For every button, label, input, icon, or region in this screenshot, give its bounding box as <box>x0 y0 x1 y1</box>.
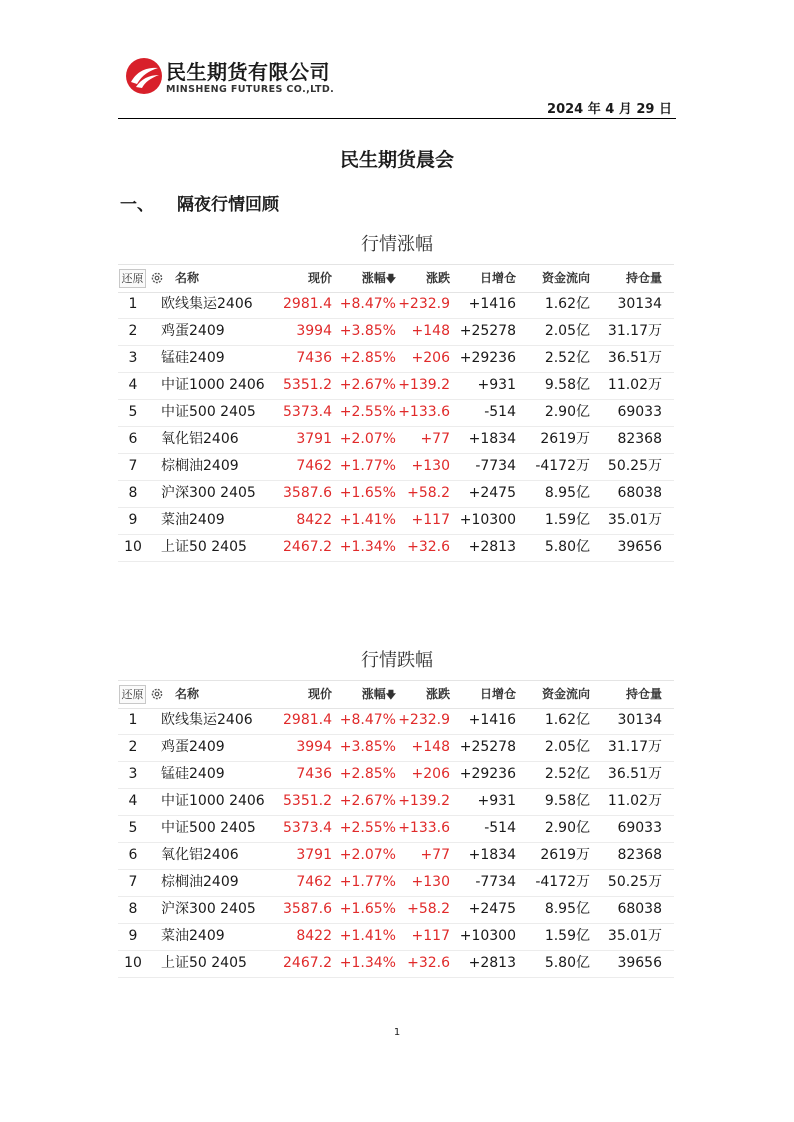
row-chg: +139.2 <box>398 377 450 393</box>
table-row[interactable] <box>118 761 674 789</box>
section-number: 一、 <box>120 195 154 215</box>
col-price[interactable]: 现价 <box>307 687 332 701</box>
row-price: 3994 <box>296 739 332 755</box>
row-position: 11.02万 <box>607 793 662 809</box>
row-price: 8422 <box>296 512 332 528</box>
row-rank: 7 <box>128 458 138 474</box>
report-date: 2024 年 4 月 29 日 <box>547 102 672 117</box>
row-position: 69033 <box>617 404 662 420</box>
row-pct: +2.07% <box>339 431 396 447</box>
row-pct: +1.34% <box>339 539 396 555</box>
row-position: 31.17万 <box>607 323 662 339</box>
row-pct: +1.77% <box>339 458 396 474</box>
row-oi-change: +2813 <box>468 955 516 971</box>
col-pct-label: 涨幅 <box>361 271 386 285</box>
table-row[interactable] <box>118 318 674 346</box>
row-position: 11.02万 <box>607 377 662 393</box>
page-title: 民生期货晨会 <box>339 149 454 171</box>
row-rank: 1 <box>128 712 138 728</box>
row-oi-change: +25278 <box>459 739 516 755</box>
restore-button[interactable]: 还原 <box>119 269 146 288</box>
row-chg: +58.2 <box>407 901 450 917</box>
col-flow[interactable]: 资金流向 <box>541 271 590 285</box>
row-flow: 5.80亿 <box>544 955 590 971</box>
row-rank: 9 <box>128 512 138 528</box>
row-chg: +206 <box>411 350 450 366</box>
row-flow: 1.62亿 <box>544 296 590 312</box>
table-header <box>118 264 674 293</box>
row-price: 7436 <box>296 350 332 366</box>
row-position: 50.25万 <box>607 458 662 474</box>
row-flow: 2.52亿 <box>544 350 590 366</box>
row-position: 39656 <box>617 539 662 555</box>
page-number: 1 <box>393 1027 401 1038</box>
minsheng-logo-icon <box>125 57 163 95</box>
row-rank: 1 <box>128 296 138 312</box>
row-flow: -4172万 <box>535 874 590 890</box>
row-flow: 1.59亿 <box>544 512 590 528</box>
company-name-cn: 民生期货有限公司 <box>166 60 330 84</box>
row-pct: +1.65% <box>339 485 396 501</box>
row-chg: +148 <box>411 739 450 755</box>
row-contract-name[interactable]: 沪深300 2405 <box>161 485 256 501</box>
table-row[interactable] <box>118 372 674 400</box>
row-oi-change: +2475 <box>468 901 516 917</box>
row-pct: +1.41% <box>339 928 396 944</box>
row-chg: +206 <box>411 766 450 782</box>
sort-desc-icon: 🡇 <box>385 274 396 285</box>
row-contract-name[interactable]: 中证1000 2406 <box>161 793 265 809</box>
row-flow: 2.90亿 <box>544 820 590 836</box>
row-oi-change: +931 <box>477 793 516 809</box>
row-oi-change: +931 <box>477 377 516 393</box>
row-flow: 2619万 <box>540 431 590 447</box>
col-chg[interactable]: 涨跌 <box>425 687 450 701</box>
row-pct: +2.85% <box>339 766 396 782</box>
section-title: 隔夜行情回顾 <box>177 195 279 215</box>
row-flow: 1.59亿 <box>544 928 590 944</box>
row-contract-name[interactable]: 中证500 2405 <box>161 820 256 836</box>
row-contract-name[interactable]: 中证1000 2406 <box>161 377 265 393</box>
table-row[interactable] <box>118 507 674 535</box>
row-oi-change: -7734 <box>475 458 516 474</box>
row-rank: 8 <box>128 485 138 501</box>
row-flow: 2.05亿 <box>544 323 590 339</box>
row-chg: +117 <box>411 928 450 944</box>
row-rank: 3 <box>128 766 138 782</box>
row-chg: +133.6 <box>398 820 450 836</box>
row-oi-change: +10300 <box>459 512 516 528</box>
col-chg[interactable]: 涨跌 <box>425 271 450 285</box>
table-row[interactable] <box>118 734 674 762</box>
row-flow: -4172万 <box>535 458 590 474</box>
row-chg: +130 <box>411 458 450 474</box>
col-oi-change[interactable]: 日增仓 <box>479 687 516 701</box>
row-flow: 8.95亿 <box>544 901 590 917</box>
row-chg: +32.6 <box>407 539 450 555</box>
row-flow: 9.58亿 <box>544 793 590 809</box>
settings-gear-icon[interactable] <box>150 271 164 285</box>
row-rank: 9 <box>128 928 138 944</box>
row-position: 50.25万 <box>607 874 662 890</box>
row-contract-name[interactable]: 锰硅2409 <box>161 350 225 366</box>
row-oi-change: -7734 <box>475 874 516 890</box>
row-rank: 3 <box>128 350 138 366</box>
row-pct: +1.65% <box>339 901 396 917</box>
table-row[interactable] <box>118 399 674 427</box>
row-price: 2981.4 <box>283 712 332 728</box>
row-oi-change: +10300 <box>459 928 516 944</box>
row-position: 69033 <box>617 820 662 836</box>
row-price: 7462 <box>296 874 332 890</box>
section-heading <box>120 190 279 215</box>
row-chg: +148 <box>411 323 450 339</box>
row-price: 2467.2 <box>283 955 332 971</box>
row-rank: 4 <box>128 793 138 809</box>
row-flow: 9.58亿 <box>544 377 590 393</box>
row-rank: 5 <box>128 820 138 836</box>
row-price: 2467.2 <box>283 539 332 555</box>
col-pct-label: 涨幅 <box>361 687 386 701</box>
row-pct: +2.85% <box>339 350 396 366</box>
row-pct: +3.85% <box>339 739 396 755</box>
row-oi-change: +29236 <box>459 350 516 366</box>
table-row[interactable] <box>118 291 674 319</box>
row-price: 3791 <box>296 431 332 447</box>
row-oi-change: +1416 <box>468 296 516 312</box>
row-position: 39656 <box>617 955 662 971</box>
table-row[interactable] <box>118 453 674 481</box>
row-price: 2981.4 <box>283 296 332 312</box>
table-row[interactable] <box>118 534 674 562</box>
row-pct: +2.55% <box>339 404 396 420</box>
row-price: 3791 <box>296 847 332 863</box>
row-contract-name[interactable]: 中证500 2405 <box>161 404 256 420</box>
row-pct: +3.85% <box>339 323 396 339</box>
col-name[interactable]: 名称 <box>175 687 200 701</box>
row-oi-change: +2813 <box>468 539 516 555</box>
table-row[interactable] <box>118 842 674 870</box>
table-header <box>118 680 674 709</box>
row-flow: 5.80亿 <box>544 539 590 555</box>
row-contract-name[interactable]: 菜油2409 <box>161 512 225 528</box>
row-oi-change: -514 <box>484 820 516 836</box>
row-oi-change: +29236 <box>459 766 516 782</box>
row-contract-name[interactable]: 棕榈油2409 <box>161 874 239 890</box>
row-price: 3994 <box>296 323 332 339</box>
row-chg: +232.9 <box>398 712 450 728</box>
col-position[interactable]: 持仓量 <box>625 687 662 701</box>
row-oi-change: +25278 <box>459 323 516 339</box>
row-chg: +77 <box>420 847 450 863</box>
row-contract-name[interactable]: 上证50 2405 <box>161 955 247 971</box>
row-price: 5351.2 <box>283 377 332 393</box>
row-flow: 2.52亿 <box>544 766 590 782</box>
row-pct: +1.41% <box>339 512 396 528</box>
table-row[interactable] <box>118 869 674 897</box>
row-position: 36.51万 <box>607 350 662 366</box>
row-position: 36.51万 <box>607 766 662 782</box>
settings-gear-icon[interactable] <box>150 687 164 701</box>
row-oi-change: +2475 <box>468 485 516 501</box>
col-name[interactable]: 名称 <box>175 271 200 285</box>
row-rank: 7 <box>128 874 138 890</box>
row-chg: +58.2 <box>407 485 450 501</box>
row-flow: 2.90亿 <box>544 404 590 420</box>
company-logo <box>125 57 365 101</box>
table-row[interactable] <box>118 480 674 508</box>
row-price: 7462 <box>296 458 332 474</box>
row-rank: 6 <box>128 847 138 863</box>
row-rank: 2 <box>128 739 138 755</box>
row-position: 30134 <box>617 296 662 312</box>
row-position: 82368 <box>617 431 662 447</box>
row-oi-change: +1834 <box>468 847 516 863</box>
table-title: 行情跌幅 <box>361 650 433 671</box>
table-row[interactable] <box>118 896 674 924</box>
row-price: 3587.6 <box>283 901 332 917</box>
row-pct: +2.07% <box>339 847 396 863</box>
row-pct: +2.67% <box>339 377 396 393</box>
row-position: 82368 <box>617 847 662 863</box>
row-contract-name[interactable]: 沪深300 2405 <box>161 901 256 917</box>
row-rank: 4 <box>128 377 138 393</box>
row-chg: +130 <box>411 874 450 890</box>
row-contract-name[interactable]: 氧化铝2406 <box>161 847 239 863</box>
row-flow: 1.62亿 <box>544 712 590 728</box>
row-chg: +232.9 <box>398 296 450 312</box>
row-oi-change: -514 <box>484 404 516 420</box>
col-pct[interactable] <box>362 265 396 292</box>
row-position: 31.17万 <box>607 739 662 755</box>
row-pct: +2.67% <box>339 793 396 809</box>
row-chg: +133.6 <box>398 404 450 420</box>
row-price: 3587.6 <box>283 485 332 501</box>
table-row[interactable] <box>118 707 674 735</box>
row-contract-name[interactable]: 上证50 2405 <box>161 539 247 555</box>
company-name-en: MINSHENG FUTURES CO.,LTD. <box>166 84 335 95</box>
row-rank: 10 <box>124 955 142 971</box>
row-pct: +2.55% <box>339 820 396 836</box>
col-pct[interactable] <box>362 681 396 708</box>
row-flow: 8.95亿 <box>544 485 590 501</box>
row-rank: 5 <box>128 404 138 420</box>
table-row[interactable] <box>118 426 674 454</box>
table-title: 行情涨幅 <box>361 234 433 255</box>
row-flow: 2619万 <box>540 847 590 863</box>
row-contract-name[interactable]: 菜油2409 <box>161 928 225 944</box>
row-contract-name[interactable]: 鸡蛋2409 <box>161 739 225 755</box>
row-position: 68038 <box>617 485 662 501</box>
row-chg: +139.2 <box>398 793 450 809</box>
col-oi-change[interactable]: 日增仓 <box>479 271 516 285</box>
row-position: 30134 <box>617 712 662 728</box>
col-position[interactable]: 持仓量 <box>625 271 662 285</box>
row-price: 5351.2 <box>283 793 332 809</box>
col-flow[interactable]: 资金流向 <box>541 687 590 701</box>
row-price: 5373.4 <box>283 820 332 836</box>
header-divider <box>118 118 676 119</box>
row-pct: +8.47% <box>339 712 396 728</box>
table-row[interactable] <box>118 815 674 843</box>
table-row[interactable] <box>118 788 674 816</box>
row-contract-name[interactable]: 鸡蛋2409 <box>161 323 225 339</box>
row-price: 5373.4 <box>283 404 332 420</box>
row-pct: +8.47% <box>339 296 396 312</box>
row-chg: +32.6 <box>407 955 450 971</box>
row-position: 68038 <box>617 901 662 917</box>
row-chg: +77 <box>420 431 450 447</box>
row-pct: +1.77% <box>339 874 396 890</box>
row-pct: +1.34% <box>339 955 396 971</box>
row-position: 35.01万 <box>607 928 662 944</box>
row-oi-change: +1416 <box>468 712 516 728</box>
row-oi-change: +1834 <box>468 431 516 447</box>
row-chg: +117 <box>411 512 450 528</box>
row-contract-name[interactable]: 欧线集运2406 <box>161 296 253 312</box>
row-flow: 2.05亿 <box>544 739 590 755</box>
table-row[interactable] <box>118 950 674 978</box>
table-row[interactable] <box>118 923 674 951</box>
row-contract-name[interactable]: 锰硅2409 <box>161 766 225 782</box>
row-rank: 10 <box>124 539 142 555</box>
row-rank: 2 <box>128 323 138 339</box>
row-position: 35.01万 <box>607 512 662 528</box>
sort-desc-icon: 🡇 <box>385 690 396 701</box>
row-rank: 8 <box>128 901 138 917</box>
restore-button[interactable]: 还原 <box>119 685 146 704</box>
row-price: 8422 <box>296 928 332 944</box>
table-row[interactable] <box>118 345 674 373</box>
col-price[interactable]: 现价 <box>307 271 332 285</box>
row-rank: 6 <box>128 431 138 447</box>
row-contract-name[interactable]: 欧线集运2406 <box>161 712 253 728</box>
row-contract-name[interactable]: 棕榈油2409 <box>161 458 239 474</box>
row-contract-name[interactable]: 氧化铝2406 <box>161 431 239 447</box>
row-price: 7436 <box>296 766 332 782</box>
